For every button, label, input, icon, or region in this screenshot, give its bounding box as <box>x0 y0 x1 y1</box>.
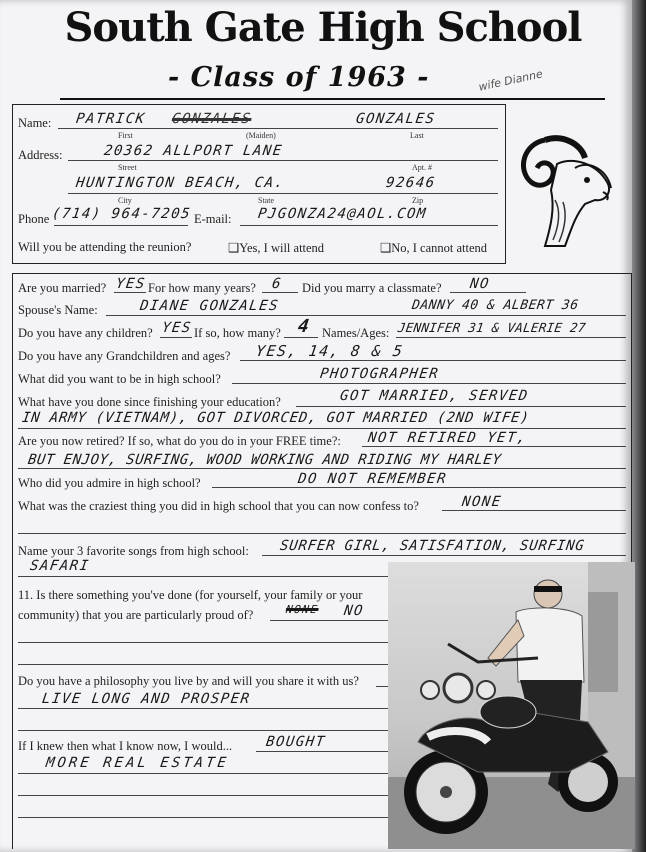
done-line-2 <box>18 428 626 429</box>
ram-mascot-icon <box>515 130 620 248</box>
philosophy-line-2 <box>18 708 392 709</box>
spouse-label: Spouse's Name: <box>18 303 98 317</box>
knew-line-4 <box>18 817 392 818</box>
how-many-value: 4 <box>296 316 312 337</box>
grandchildren-line <box>240 360 626 361</box>
admire-line <box>212 487 626 488</box>
retired-line-2 <box>18 468 626 469</box>
last-name: GONZALES <box>354 111 437 127</box>
zip-value: 92646 <box>384 175 437 191</box>
email-line <box>240 225 498 226</box>
songs-value-2: SAFARI <box>28 558 91 574</box>
craziest-line-1 <box>442 510 626 511</box>
how-many-label: If so, how many? <box>194 326 281 340</box>
zip-caption: Zip <box>412 196 424 205</box>
maiden-name: GONZALES <box>170 111 253 127</box>
craziest-value: NONE <box>460 494 503 510</box>
apt-caption: Apt. # <box>412 163 432 172</box>
knew-line-3 <box>18 795 392 796</box>
years-label: For how many years? <box>148 281 256 295</box>
street-line <box>68 160 498 161</box>
city-caption: City <box>118 196 132 205</box>
philosophy-label: Do you have a philosophy you live by and will you share it with us? <box>18 674 359 688</box>
admire-label: Who did you admire in high school? <box>18 476 201 490</box>
first-name: PATRICK <box>74 111 147 127</box>
children-value: YES <box>160 320 193 336</box>
done-label: What have you done since finishing your education? <box>18 395 281 409</box>
retired-value-1: NOT RETIRED YET, <box>366 430 528 446</box>
city-line <box>68 193 498 194</box>
street-value: 20362 ALLPORT LANE <box>102 143 284 159</box>
grandchildren-label: Do you have any Grandchildren and ages? <box>18 349 231 363</box>
wife-note: wife Dianne <box>477 67 544 94</box>
retired-label: Are you now retired? If so, what do you do in your FREE time?: <box>18 434 341 448</box>
names-ages-line <box>396 337 626 338</box>
songs-line-2 <box>18 576 396 577</box>
rider-on-motorcycle-icon <box>388 562 635 849</box>
done-value-1: GOT MARRIED, SERVED <box>338 388 530 404</box>
email-value: PJGONZA24@AOL.COM <box>256 206 428 222</box>
phone-value: (714) 964-7205 <box>50 206 193 222</box>
motorcycle-photo <box>388 562 635 849</box>
first-caption: First <box>118 131 133 140</box>
street-caption: Street <box>118 163 137 172</box>
songs-label: Name your 3 favorite songs from high school: <box>18 544 249 558</box>
married-value: YES <box>114 276 147 292</box>
knew-line-2 <box>18 773 392 774</box>
children-names-1: DANNY 40 & ALBERT 36 <box>410 298 580 313</box>
want-be-value: PHOTOGRAPHER <box>318 366 441 382</box>
retired-value-2: BUT ENJOY, SURFING, WOOD WORKING AND RIDING MY HARLEY <box>26 452 503 468</box>
married-label: Are you married? <box>18 281 107 295</box>
spouse-line <box>106 315 626 316</box>
phone-line <box>54 225 188 226</box>
proud-value: NO <box>342 603 365 619</box>
knew-value-1: BOUGHT <box>264 734 327 750</box>
classmate-label: Did you marry a classmate? <box>302 281 442 295</box>
name-line <box>58 128 498 129</box>
spouse-value: DIANE GONZALES <box>138 298 281 314</box>
heading-rule <box>60 98 605 100</box>
no-option[interactable]: ❑No, I cannot attend <box>380 241 488 255</box>
names-ages-label: Names/Ages: <box>322 326 390 340</box>
want-be-line <box>232 383 626 384</box>
years-value: 6 <box>270 276 284 292</box>
done-line-1 <box>296 406 626 407</box>
admire-value: DO NOT REMEMBER <box>296 471 449 487</box>
songs-value-1: SURFER GIRL, SATISFATION, SURFING <box>278 538 586 554</box>
city-state-value: HUNTINGTON BEACH, CA. <box>74 175 286 191</box>
no-option-label: No, I cannot attend <box>391 241 488 255</box>
proud-line-2 <box>18 642 396 643</box>
songs-line-1 <box>262 555 626 556</box>
philosophy-value: LIVE LONG AND PROSPER <box>40 691 252 707</box>
done-value-2: IN ARMY (VIETNAM), GOT DIVORCED, GOT MARRIED (2ND WIFE) <box>20 410 531 426</box>
proud-label-2: community) that you are particularly proud of? <box>18 608 254 622</box>
proud-line-3 <box>18 664 396 665</box>
married-line <box>114 292 146 293</box>
want-be-label: What did you want to be in high school? <box>18 372 221 386</box>
classmate-value: NO <box>468 276 491 292</box>
school-title: South Gate High School <box>64 4 582 51</box>
craziest-label: What was the craziest thing you did in high school that you can now confess to? <box>18 499 419 513</box>
email-label: E-mail: <box>194 212 232 226</box>
children-label: Do you have any children? <box>18 326 153 340</box>
grandchildren-value: YES, 14, 8 & 5 <box>254 342 405 360</box>
proud-struck-value: NONE <box>285 603 320 616</box>
name-label: Name: <box>18 116 52 130</box>
class-of-heading: - Class of 1963 - <box>168 62 430 93</box>
last-caption: Last <box>410 131 424 140</box>
state-caption: State <box>258 196 274 205</box>
classmate-line <box>450 292 526 293</box>
craziest-line-2 <box>18 533 626 534</box>
retired-line-1 <box>362 446 626 447</box>
philosophy-line-3 <box>18 730 392 731</box>
children-names-2: JENNIFER 31 & VALERIE 27 <box>396 320 587 335</box>
knew-line-1 <box>256 751 392 752</box>
yes-option[interactable]: ❑Yes, I will attend <box>228 241 325 255</box>
maiden-caption: (Maiden) <box>246 131 276 140</box>
knew-value-2: MORE REAL ESTATE <box>44 755 230 771</box>
reunion-question: Will you be attending the reunion? <box>18 240 192 254</box>
knew-label: If I knew then what I know now, I would... <box>18 739 233 753</box>
phone-label: Phone <box>18 212 50 226</box>
address-label: Address: <box>18 148 63 162</box>
how-many-line <box>284 337 318 338</box>
years-line <box>262 292 298 293</box>
yes-option-label: Yes, I will attend <box>239 241 325 255</box>
proud-line <box>270 620 396 621</box>
children-line <box>160 337 192 338</box>
proud-label-1: 11. Is there something you've done (for yourself, your family or your <box>18 588 363 602</box>
